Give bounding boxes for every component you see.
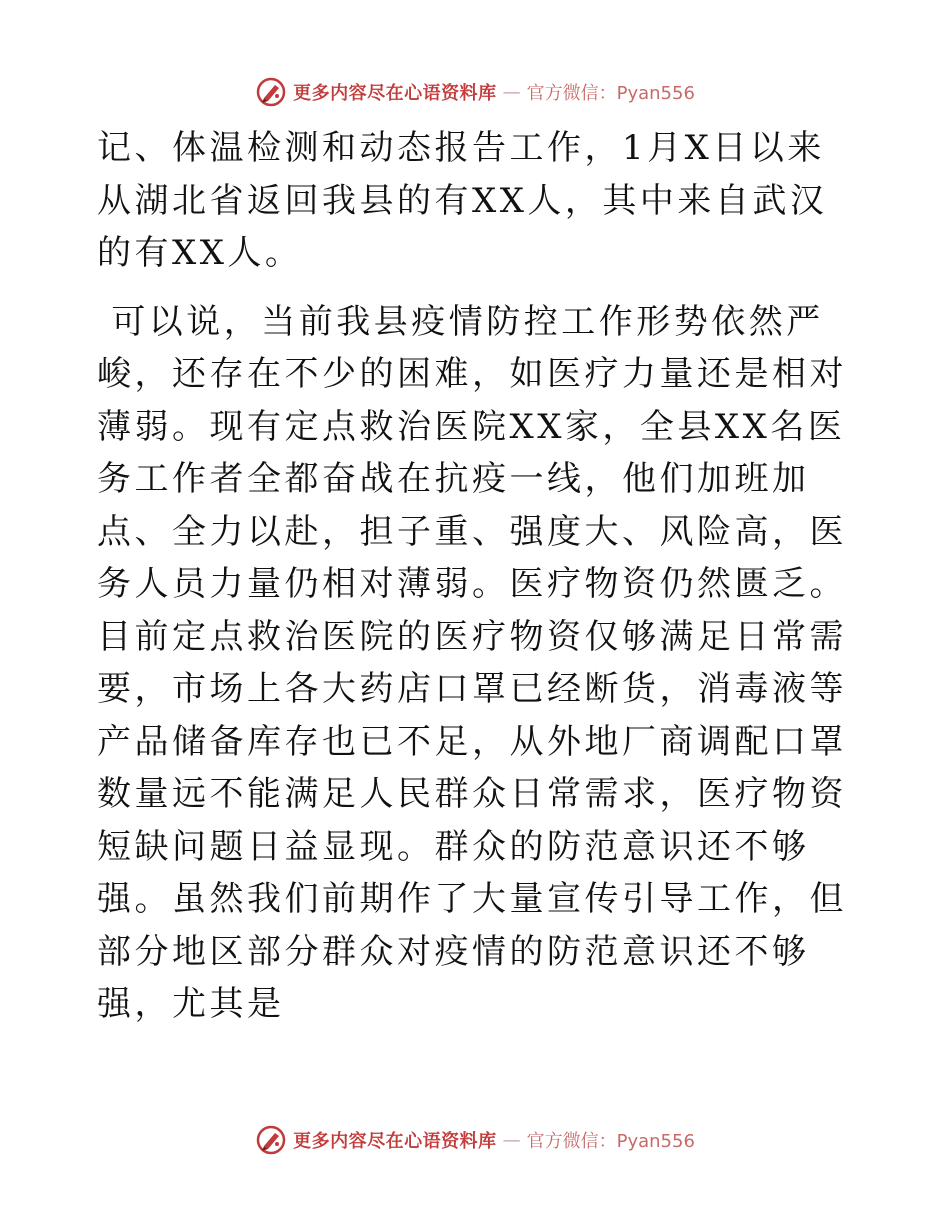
watermark-contact-text: 官方微信：Pyan556: [526, 83, 695, 104]
paragraph-2: 可以说，当前我县疫情防控工作形势依然严峻，还存在不少的困难，如医疗力量还是相对薄弱。现有定点救治医院XX家，全县XX名医务工作者全都奋战在抗疫一线，他们加班加点、全力以赴，担子重、强度大、风险高，医务人员力量仍相对薄弱。医疗物资仍然匮乏。目前定点救治医院的医疗物资仅够满足日常需要，市场上各大药店口罩已经断货，消毒液等产品储备库存也已不足，从外地厂商调配口罩数量远不能满足人民群众日常需求，医疗物资短缺问题日益显现。群众的防范意识还不够强。虽然我们前期作了大量宣传引导工作，但部分地区部分群众对疫情的防范意识还不够强，尤其是: [97, 301, 847, 1024]
brand-logo-icon: [255, 76, 287, 108]
watermark-separator: —: [502, 81, 521, 103]
paragraph-1: 记、体温检测和动态报告工作，1月X日以来从湖北省返回我县的有XX人，其中来自武汉的有XX人。: [97, 128, 828, 273]
header-watermark: [0, 72, 950, 112]
brand-logo-icon: [255, 1124, 287, 1156]
footer-watermark: [0, 1120, 950, 1160]
watermark-contact-text: 官方微信：Pyan556: [526, 1131, 695, 1152]
watermark-separator: —: [502, 1129, 521, 1151]
watermark-brand-text: 更多内容尽在心语资料库: [293, 83, 497, 104]
watermark-brand-text: 更多内容尽在心语资料库: [293, 1131, 497, 1152]
document-body: [97, 122, 857, 1031]
